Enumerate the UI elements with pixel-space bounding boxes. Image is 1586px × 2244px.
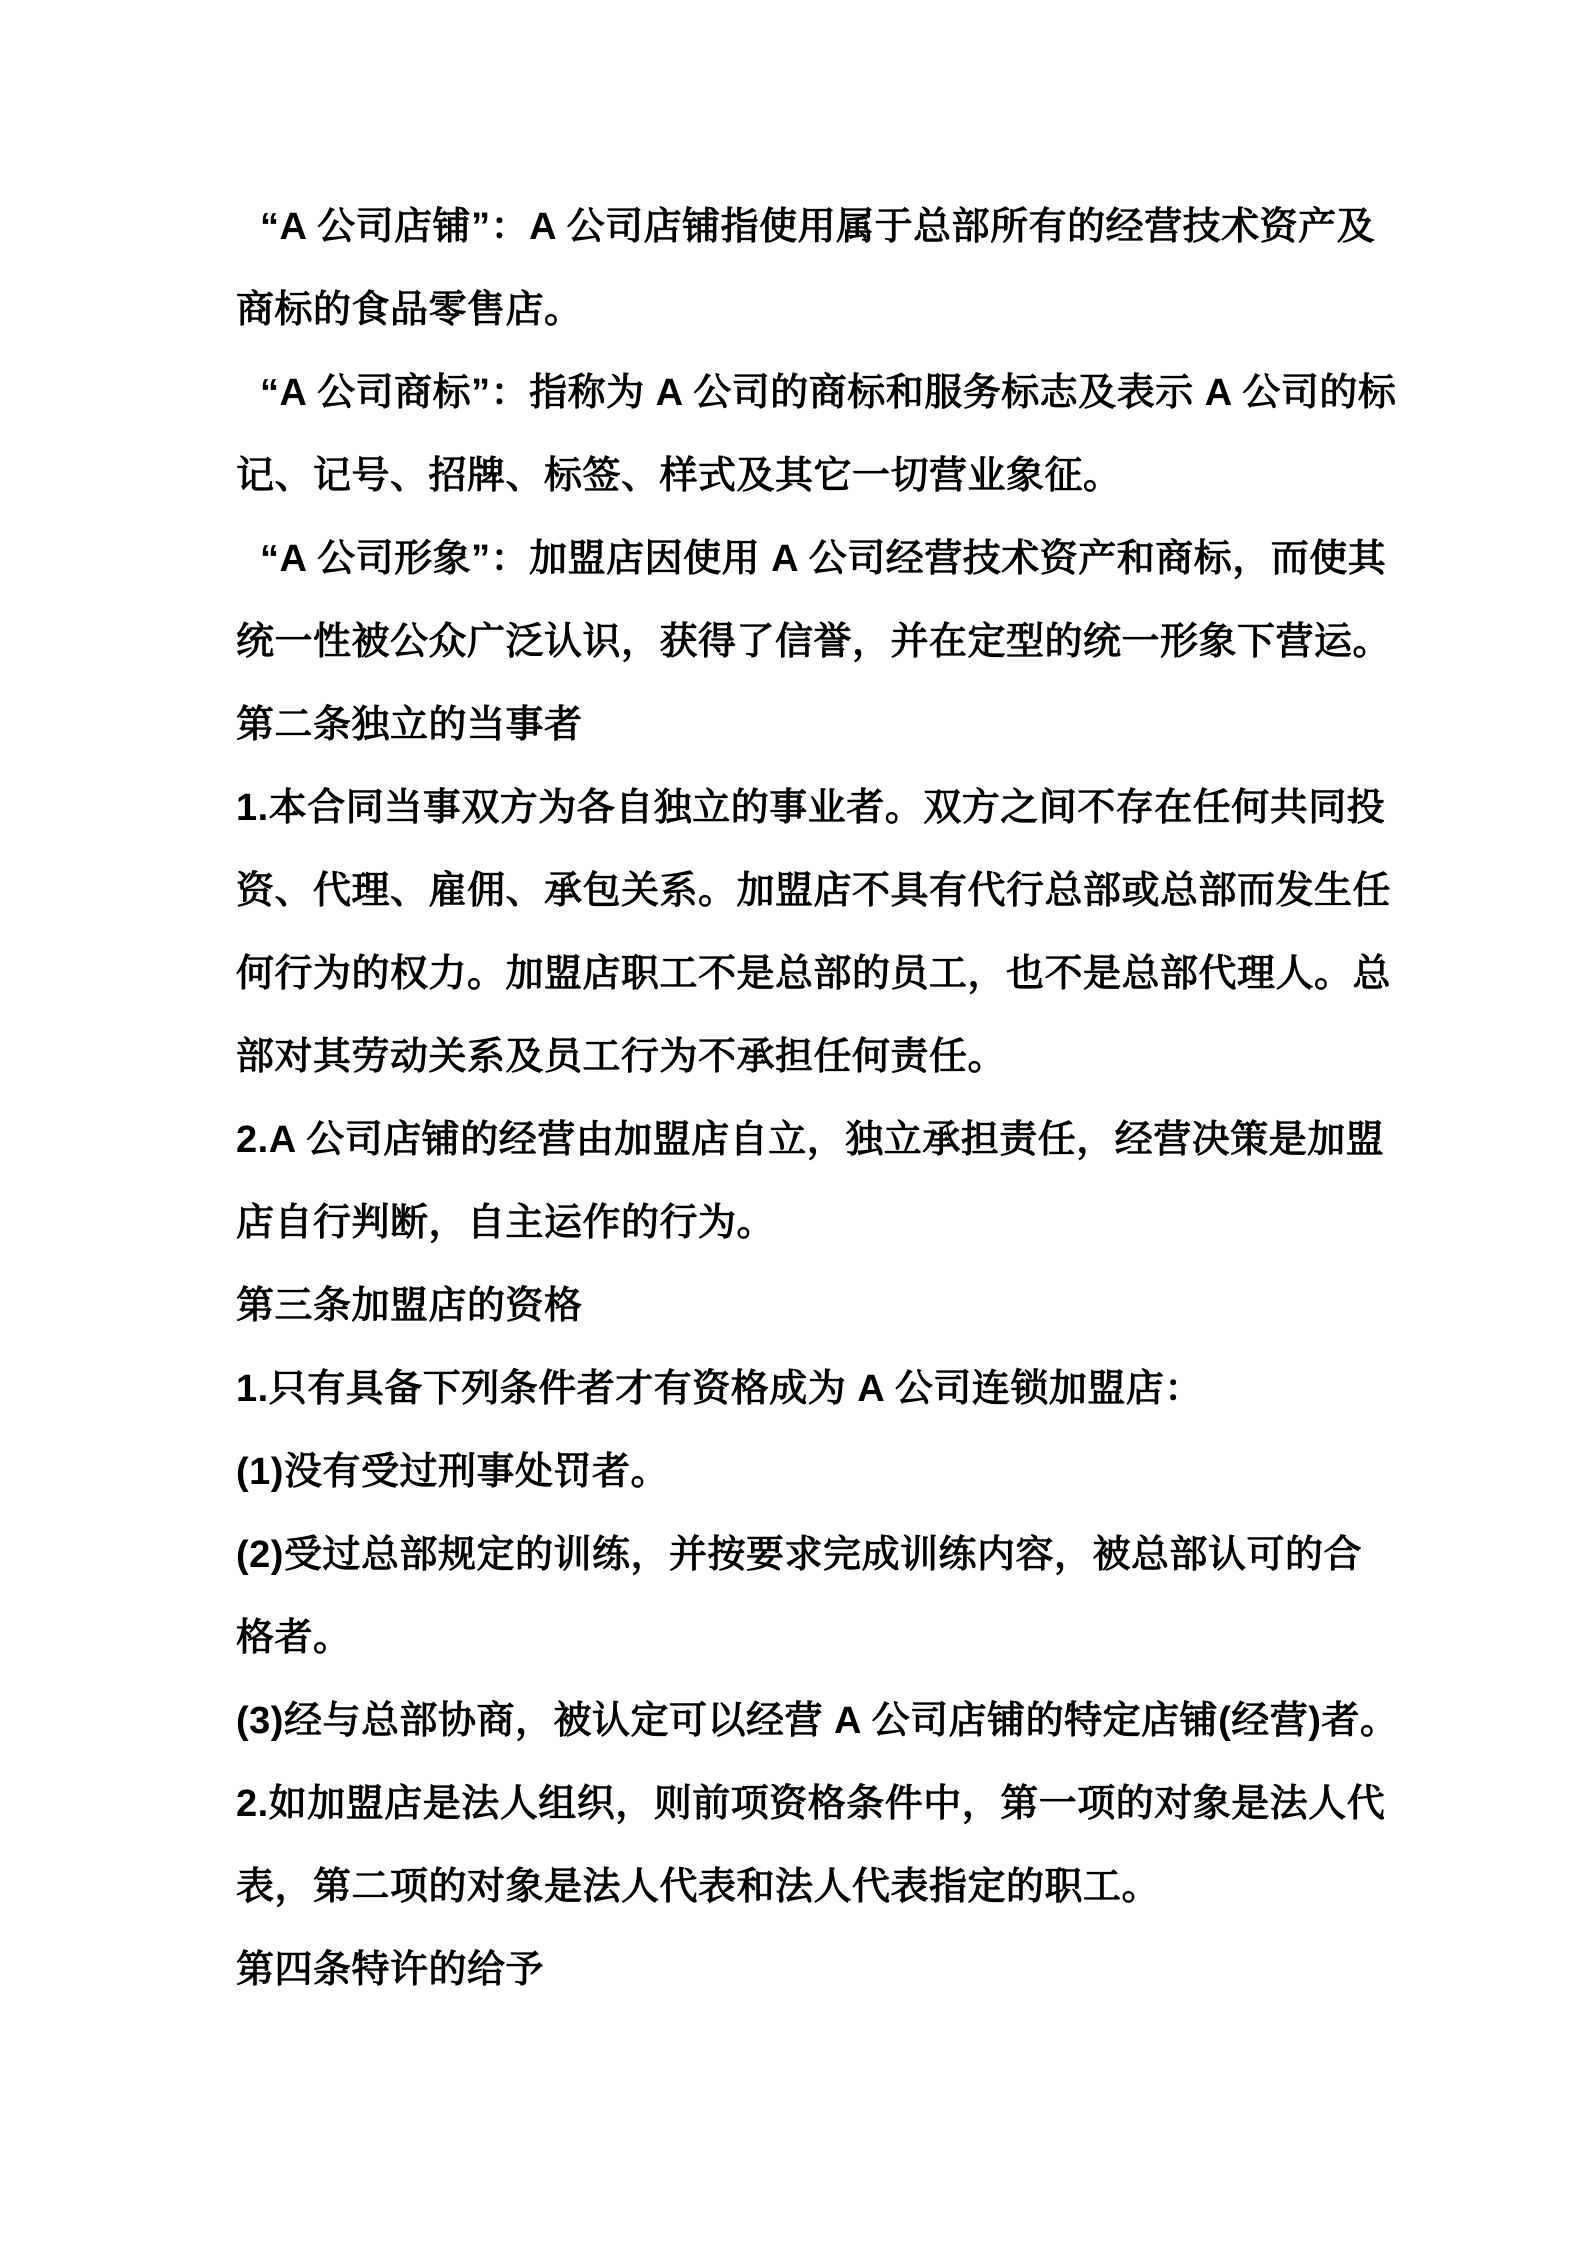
text-line: 记、记号、招牌、标签、样式及其它一切营业象征。	[236, 455, 1122, 497]
text-line: “A 公司店铺”：A 公司店铺指使用属于总部所有的经营技术资产及	[260, 206, 1376, 248]
document-page	[236, 186, 1426, 2012]
text-line: (1)没有受过刑事处罚者。	[236, 1451, 669, 1493]
text-line: 店自行判断，自主运作的行为。	[236, 1202, 776, 1244]
text-line: 资、代理、雇佣、承包关系。加盟店不具有代行总部或总部而发生任	[236, 870, 1392, 912]
section-heading-line: 第四条特许的给予	[236, 1949, 545, 1991]
text-line: 2.A 公司店铺的经营由加盟店自立，独立承担责任，经营决策是加盟	[236, 1119, 1385, 1161]
section-heading-line: 第三条加盟店的资格	[236, 1285, 583, 1327]
text-line: 统一性被公众广泛认识，获得了信誉，并在定型的统一形象下营运。	[236, 621, 1392, 663]
text-line: 1.本合同当事双方为各自独立的事业者。双方之间不存在任何共同投	[236, 787, 1386, 829]
text-line: (2)受过总部规定的训练，并按要求完成训练内容，被总部认可的合	[236, 1534, 1362, 1576]
text-line: “A 公司商标”：指称为 A 公司的商标和服务标志及表示 A 公司的标	[260, 372, 1397, 414]
text-line: 1.只有具备下列条件者才有资格成为 A 公司连锁加盟店：	[236, 1368, 1203, 1410]
text-line: 表，第二项的对象是法人代表和法人代表指定的职工。	[236, 1866, 1161, 1908]
text-line: 商标的食品零售店。	[236, 289, 583, 331]
text-line: 格者。	[236, 1617, 352, 1659]
text-line: “A 公司形象”：加盟店因使用 A 公司经营技术资产和商标，而使其	[260, 538, 1387, 580]
section-heading-line: 第二条独立的当事者	[236, 704, 583, 746]
text-line: 部对其劳动关系及员工行为不承担任何责任。	[236, 1036, 1007, 1078]
text-line: (3)经与总部协商，被认定可以经营 A 公司店铺的特定店铺(经营)者。	[236, 1700, 1399, 1742]
text-line: 2.如加盟店是法人组织，则前项资格条件中，第一项的对象是法人代	[236, 1783, 1386, 1825]
text-line: 何行为的权力。加盟店职工不是总部的员工，也不是总部代理人。总	[236, 953, 1392, 995]
